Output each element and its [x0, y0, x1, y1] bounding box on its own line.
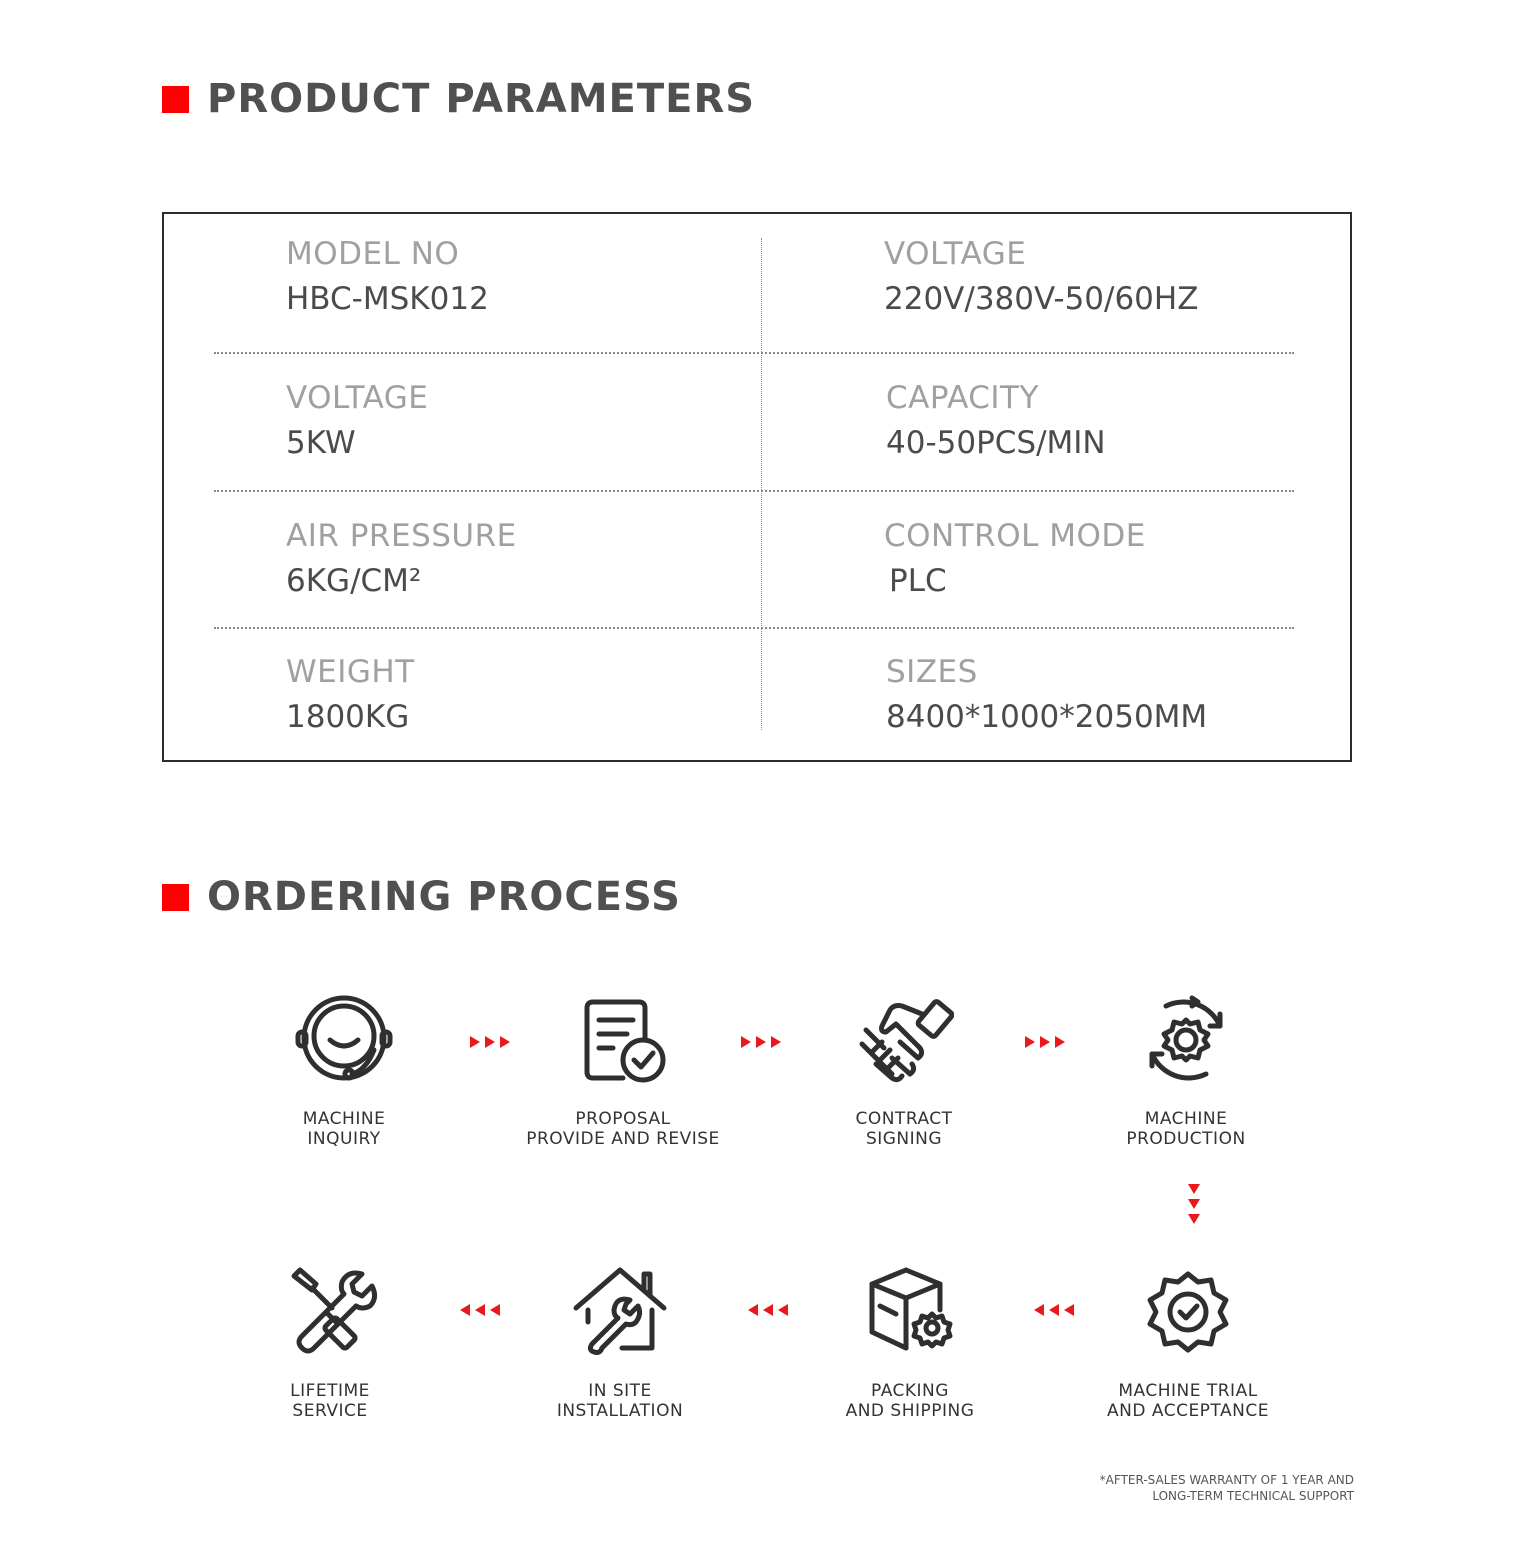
red-square-marker	[162, 884, 189, 911]
warranty-footnote	[1100, 1472, 1354, 1504]
step-label-line: MACHINE	[1144, 1109, 1228, 1129]
step-packing-shipping	[800, 1262, 1020, 1421]
arrow-left-icon	[458, 1302, 502, 1318]
param-label: VOLTAGE	[286, 380, 429, 416]
red-square-marker	[162, 86, 189, 113]
step-label-line: MACHINE TRIAL	[1118, 1381, 1258, 1401]
arrow-right-icon	[468, 1034, 512, 1050]
step-label-line: INSTALLATION	[556, 1401, 684, 1421]
row-divider	[214, 627, 1294, 629]
param-cell-air-pressure	[286, 516, 517, 601]
footnote-line: *AFTER-SALES WARRANTY OF 1 YEAR AND	[1099, 1473, 1354, 1487]
step-machine-production	[1076, 990, 1296, 1149]
handshake-icon	[854, 990, 954, 1090]
section-title: PRODUCT PARAMETERS	[207, 76, 756, 122]
document-check-icon	[573, 990, 673, 1090]
param-cell-weight	[286, 652, 415, 737]
headset-icon	[294, 990, 394, 1090]
param-cell-control-mode	[884, 516, 1146, 601]
gear-cycle-icon	[1136, 990, 1236, 1090]
box-gear-icon	[860, 1262, 960, 1362]
param-value: HBC-MSK012	[286, 281, 489, 317]
param-cell-capacity	[886, 378, 1106, 463]
param-value: 5KW	[286, 425, 356, 461]
step-label-line: PACKING	[871, 1381, 949, 1401]
column-divider	[761, 238, 762, 730]
ordering-process-heading	[162, 874, 681, 920]
param-label: CAPACITY	[886, 380, 1039, 416]
param-cell-power	[286, 378, 428, 463]
param-value: 8400*1000*2050MM	[886, 699, 1208, 735]
step-machine-trial	[1078, 1262, 1298, 1421]
step-label-line: LIFETIME	[290, 1381, 370, 1401]
tools-icon	[280, 1262, 380, 1362]
param-label: SIZES	[886, 654, 978, 690]
param-cell-sizes	[886, 652, 1207, 737]
step-label-line: INQUIRY	[307, 1129, 381, 1149]
param-label: VOLTAGE	[884, 236, 1027, 272]
step-label-line: PROVIDE AND REVISE	[526, 1129, 720, 1149]
step-label-line: SIGNING	[865, 1129, 943, 1149]
step-label-line: PROPOSAL	[575, 1109, 671, 1129]
step-label-line: SERVICE	[292, 1401, 368, 1421]
section-title: ORDERING PROCESS	[207, 874, 681, 920]
step-label-line: IN SITE	[588, 1381, 652, 1401]
row-divider	[214, 352, 1294, 354]
arrow-right-icon	[739, 1034, 783, 1050]
param-value: PLC	[889, 563, 947, 599]
step-lifetime-service	[220, 1262, 440, 1421]
badge-check-icon	[1138, 1262, 1238, 1362]
step-contract-signing	[794, 990, 1014, 1149]
product-parameters-heading	[162, 76, 755, 122]
param-value: 220V/380V-50/60HZ	[884, 281, 1199, 317]
param-value: 1800KG	[286, 699, 410, 735]
param-cell-model-no	[286, 234, 489, 319]
footnote-line: LONG-TERM TECHNICAL SUPPORT	[1152, 1489, 1354, 1503]
param-value: 40-50PCS/MIN	[886, 425, 1106, 461]
house-wrench-icon	[570, 1262, 670, 1362]
step-label-line: AND SHIPPING	[845, 1401, 975, 1421]
param-label: MODEL NO	[286, 236, 460, 272]
step-proposal	[513, 990, 733, 1149]
param-cell-voltage	[884, 234, 1198, 319]
arrow-left-icon	[746, 1302, 790, 1318]
param-label: AIR PRESSURE	[286, 518, 517, 554]
arrow-down-icon	[1186, 1182, 1202, 1226]
arrow-right-icon	[1023, 1034, 1067, 1050]
step-machine-inquiry	[234, 990, 454, 1149]
step-label-line: MACHINE	[302, 1109, 386, 1129]
step-label-line: PRODUCTION	[1126, 1129, 1246, 1149]
step-label-line: AND ACCEPTANCE	[1107, 1401, 1269, 1421]
row-divider	[214, 490, 1294, 492]
step-in-site-installation	[510, 1262, 730, 1421]
arrow-left-icon	[1032, 1302, 1076, 1318]
parameters-table	[162, 212, 1352, 762]
param-label: CONTROL MODE	[884, 518, 1146, 554]
param-value: 6KG/CM²	[286, 563, 422, 599]
step-label-line: CONTRACT	[855, 1109, 953, 1129]
param-label: WEIGHT	[286, 654, 415, 690]
